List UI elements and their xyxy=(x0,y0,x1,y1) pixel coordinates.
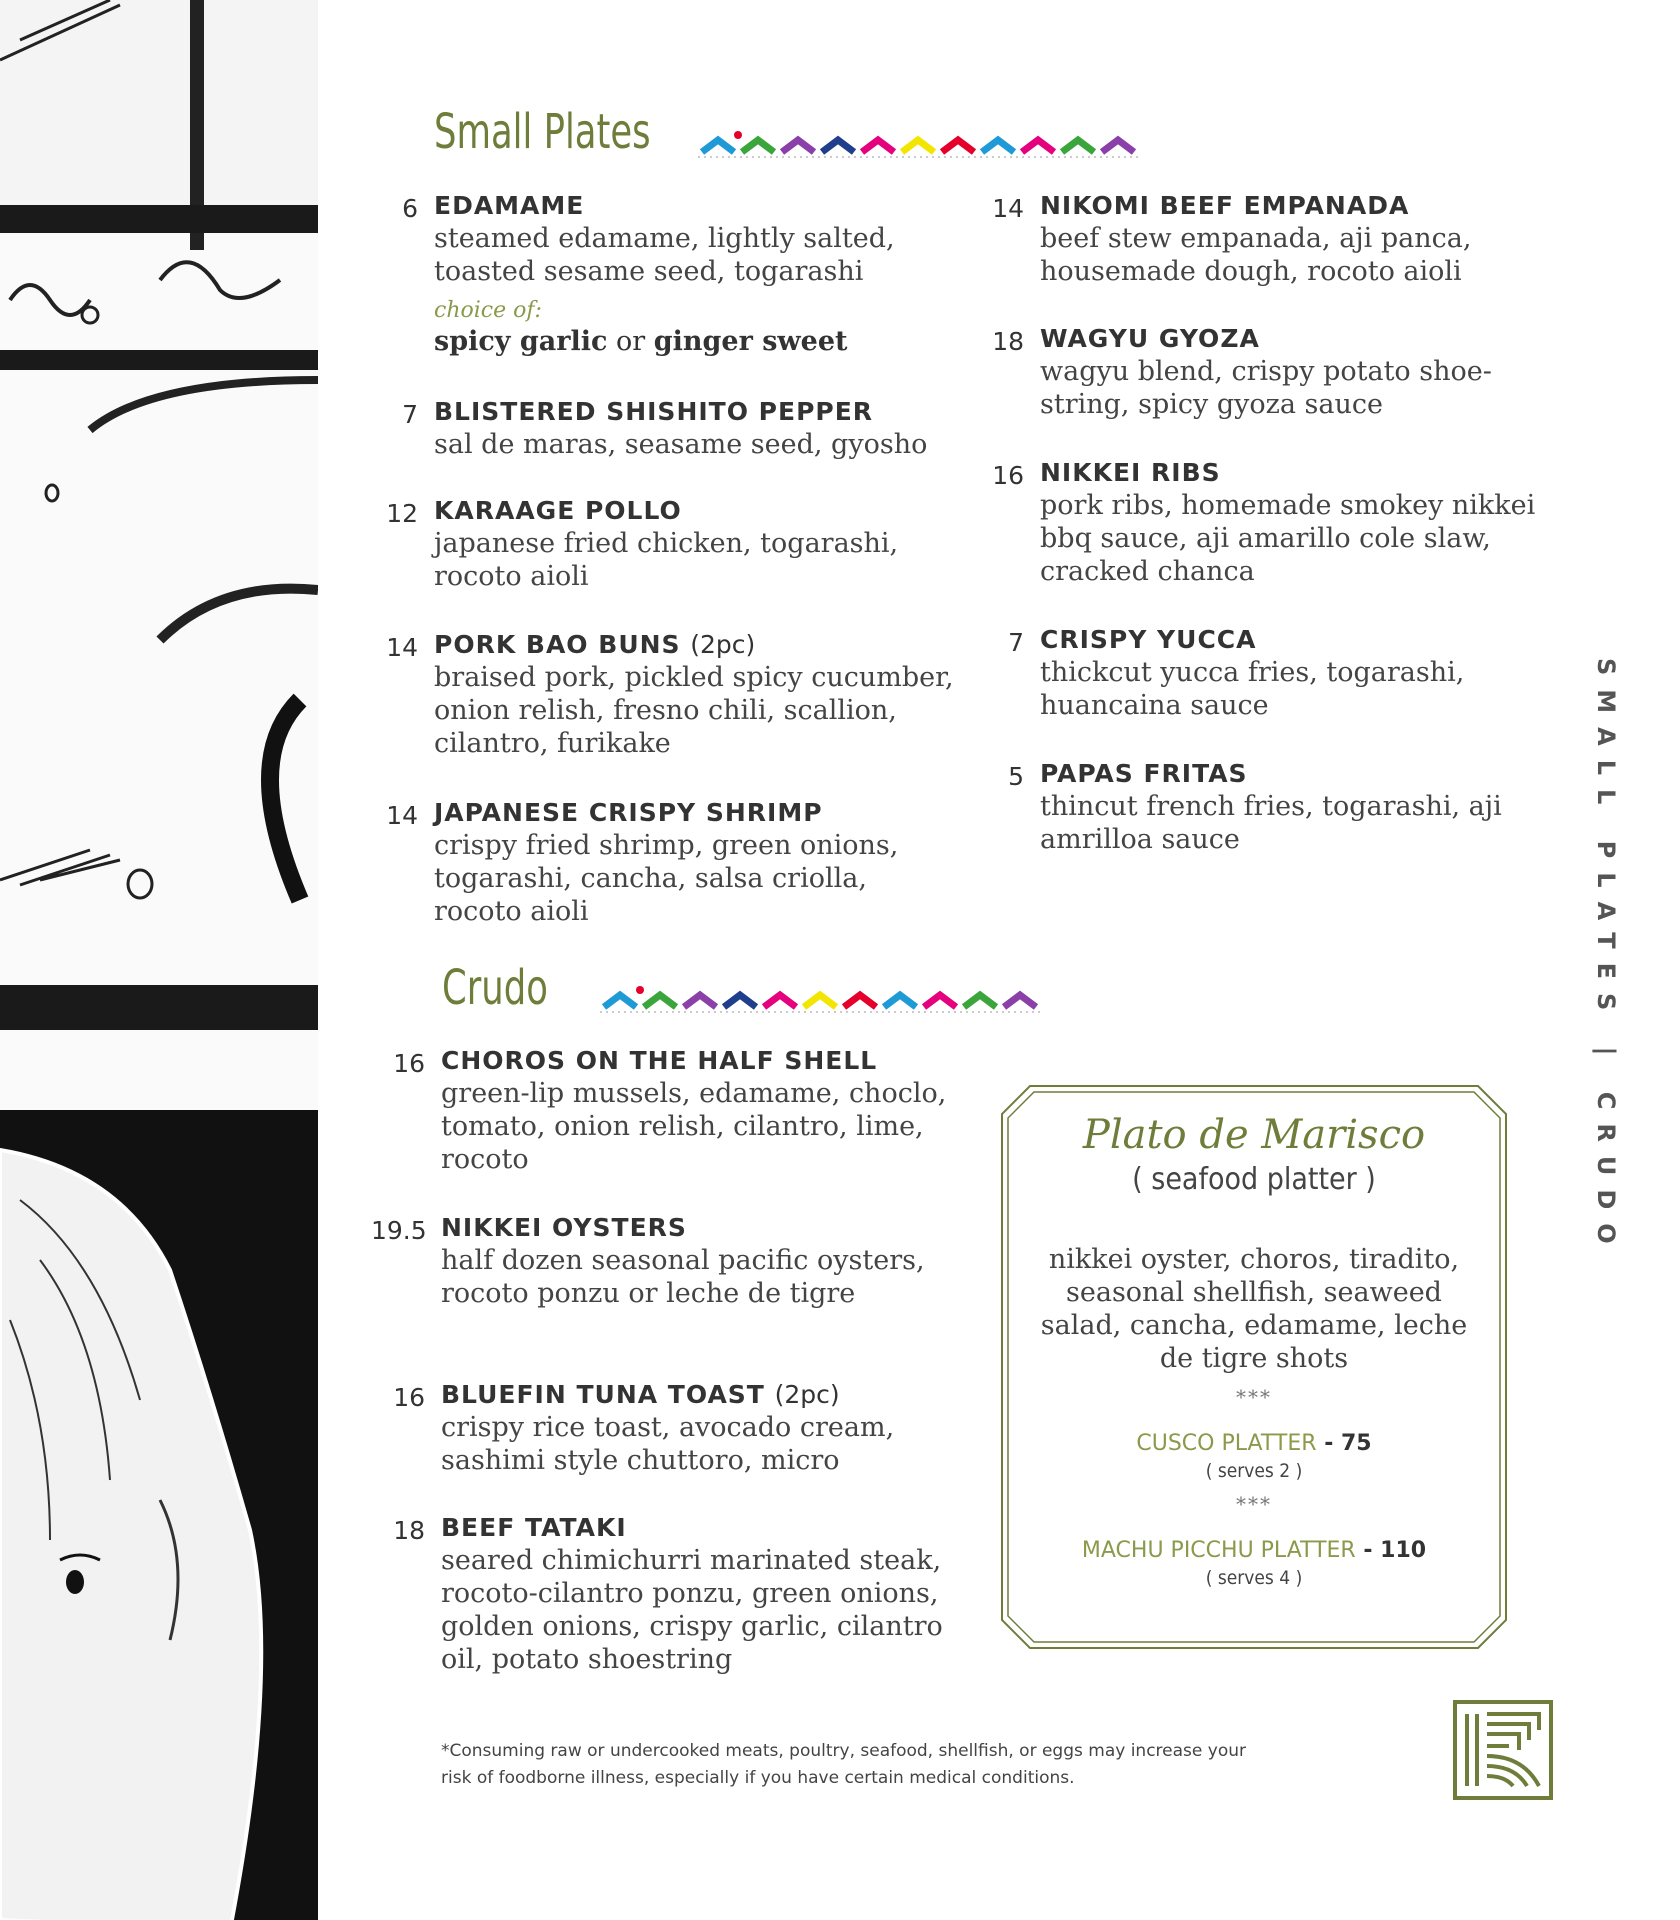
zigzag-segment xyxy=(1102,140,1134,152)
zigzag-segment xyxy=(604,995,636,1007)
item-description: thincut french fries, togarashi, aji amrilloa sauce xyxy=(1040,791,1502,855)
platter-title: Plato de Marisco xyxy=(1082,1112,1426,1158)
zigzag-segment xyxy=(902,140,934,152)
item-description: seared chimichurri marinated steak, rocoto-cilantro ponzu, green onions, golden onions, crispy garlic, cilantro oil, potato shoestring xyxy=(441,1545,943,1675)
platter-description: nikkei oyster, choros, tiradito, seasonal shellfish, seaweed salad, cancha, edamame, leche de tigre shots xyxy=(1040,1244,1468,1374)
choice-option-b: ginger sweet xyxy=(653,326,848,357)
zigzag-segment xyxy=(942,140,974,152)
zigzag-segment xyxy=(684,995,716,1007)
restaurant-logo xyxy=(1453,1700,1553,1800)
item-name: JAPANESE CRISPY SHRIMP xyxy=(434,798,823,827)
platter-content xyxy=(1000,1112,1508,1589)
item-name: BLISTERED SHISHITO PEPPER xyxy=(434,397,874,426)
menu-item-wagyu-gyoza xyxy=(992,323,1560,421)
zigzag-dot xyxy=(636,986,644,994)
platter-subtitle: ( seafood platter ) xyxy=(1132,1162,1376,1197)
item-description: japanese fried chicken, togarashi, rocoto aioli xyxy=(434,528,899,592)
zigzag-segment xyxy=(724,995,756,1007)
item-name: BEEF TATAKI xyxy=(441,1513,627,1542)
item-price: 6 xyxy=(402,194,418,223)
option-serves: ( serves 2 ) xyxy=(1205,1460,1303,1482)
zigzag-segment xyxy=(1062,140,1094,152)
menu-item-shishito xyxy=(402,396,954,461)
item-name xyxy=(441,1379,961,1411)
item-price: 18 xyxy=(992,327,1024,356)
item-description: beef stew empanada, aji panca, housemade dough, rocoto aioli xyxy=(1040,223,1472,287)
menu-item-crispy-yucca xyxy=(1008,624,1560,722)
item-description: sal de maras, seasame seed, gyosho xyxy=(434,429,928,460)
zigzag-segment xyxy=(644,995,676,1007)
zigzag-segment xyxy=(822,140,854,152)
item-price: 14 xyxy=(386,801,418,830)
option-serves: ( serves 4 ) xyxy=(1205,1567,1303,1589)
item-description: half dozen seasonal pacific oysters, rocoto ponzu or leche de tigre xyxy=(441,1245,925,1309)
item-price: 19.5 xyxy=(371,1216,427,1245)
choice-label: choice of: xyxy=(434,298,542,323)
item-description: braised pork, pickled spicy cucumber, onion relish, fresno chili, scallion, cilantro, furikake xyxy=(434,662,954,759)
choice-options xyxy=(434,326,954,358)
zigzag-segment xyxy=(964,995,996,1007)
item-price: 5 xyxy=(1008,762,1024,791)
zigzag-segment xyxy=(862,140,894,152)
option-name: MACHU PICCHU PLATTER xyxy=(1081,1538,1356,1563)
zigzag-segment xyxy=(844,995,876,1007)
menu-item-empanada xyxy=(992,190,1560,288)
zigzag-ornament xyxy=(600,985,1045,1015)
item-name xyxy=(434,629,954,661)
menu-item-bao-buns xyxy=(386,629,954,760)
choice-option-a: spicy garlic xyxy=(434,326,608,357)
zigzag-segment xyxy=(884,995,916,1007)
item-price: 14 xyxy=(992,194,1024,223)
crudo-title: Crudo xyxy=(442,960,548,1016)
item-description: crispy fried shrimp, green onions, togarashi, cancha, salsa criolla, rocoto aioli xyxy=(434,830,899,927)
item-description: wagyu blend, crispy potato shoe-string, spicy gyoza sauce xyxy=(1040,356,1492,420)
option-price: - 75 xyxy=(1316,1431,1372,1456)
zigzag-segment xyxy=(702,140,734,152)
item-price: 7 xyxy=(1008,628,1024,657)
item-description: steamed edamame, lightly salted, toasted sesame seed, togarashi xyxy=(434,223,895,287)
item-name: EDAMAME xyxy=(434,191,585,220)
small-plates-title: Small Plates xyxy=(434,104,651,160)
item-description: crispy rice toast, avocado cream, sashimi style chuttoro, micro xyxy=(441,1412,895,1476)
menu-item-edamame xyxy=(402,190,954,358)
side-section-label: SMALL PLATES | CRUDO xyxy=(1592,658,1620,1258)
zigzag-segment xyxy=(924,995,956,1007)
seafood-platter-box xyxy=(1000,1084,1508,1650)
item-price: 16 xyxy=(393,1049,425,1078)
item-description: pork ribs, homemade smokey nikkei bbq sauce, aji amarillo cole slaw, cracked chanca xyxy=(1040,490,1536,587)
menu-item-papas-fritas xyxy=(1008,758,1560,856)
zigzag-segment xyxy=(1022,140,1054,152)
menu-item-choros xyxy=(393,1045,961,1176)
item-price: 7 xyxy=(402,400,418,429)
item-quantity: (2pc) xyxy=(774,1380,840,1409)
zigzag-segment xyxy=(782,140,814,152)
choice-or: or xyxy=(607,326,654,357)
item-name-text: BLUEFIN TUNA TOAST xyxy=(441,1380,765,1409)
item-name: NIKKEI RIBS xyxy=(1040,458,1221,487)
option-name: CUSCO PLATTER xyxy=(1136,1431,1317,1456)
item-price: 16 xyxy=(393,1383,425,1412)
item-name: PAPAS FRITAS xyxy=(1040,759,1248,788)
item-name: CHOROS ON THE HALF SHELL xyxy=(441,1046,878,1075)
item-name: KARAAGE POLLO xyxy=(434,496,682,525)
item-price: 18 xyxy=(393,1516,425,1545)
item-price: 14 xyxy=(386,633,418,662)
zigzag-segment xyxy=(804,995,836,1007)
zigzag-dot xyxy=(734,131,742,139)
item-name-text: PORK BAO BUNS xyxy=(434,630,681,659)
item-name: NIKOMI BEEF EMPANADA xyxy=(1040,191,1410,220)
food-safety-disclaimer: *Consuming raw or undercooked meats, poultry, seafood, shellfish, or eggs may increase your risk of foodborne illness, especially if you have certain medical conditions. xyxy=(441,1741,1246,1788)
platter-option-machu-picchu xyxy=(1000,1538,1508,1563)
zigzag-segment xyxy=(1004,995,1036,1007)
item-name: CRISPY YUCCA xyxy=(1040,625,1257,654)
zigzag-ornament xyxy=(698,130,1143,160)
item-description: green-lip mussels, edamame, choclo, tomato, onion relish, cilantro, lime, rocoto xyxy=(441,1078,947,1175)
zigzag-segment xyxy=(982,140,1014,152)
menu-item-nikkei-ribs xyxy=(992,457,1560,588)
item-price: 16 xyxy=(992,461,1024,490)
menu-item-karaage xyxy=(386,495,954,593)
item-quantity: (2pc) xyxy=(690,630,756,659)
item-description: thickcut yucca fries, togarashi, huancaina sauce xyxy=(1040,657,1465,721)
separator: *** xyxy=(1236,1492,1272,1516)
item-name: NIKKEI OYSTERS xyxy=(441,1213,687,1242)
zigzag-segment xyxy=(764,995,796,1007)
zigzag-segment xyxy=(742,140,774,152)
platter-option-cusco xyxy=(1000,1431,1508,1456)
menu-item-oysters xyxy=(371,1212,961,1310)
item-price: 12 xyxy=(386,499,418,528)
menu-item-tuna-toast xyxy=(393,1379,961,1477)
option-price: - 110 xyxy=(1355,1538,1427,1563)
menu-item-crispy-shrimp xyxy=(386,797,954,928)
ink-illustration xyxy=(0,0,318,1920)
item-name: WAGYU GYOZA xyxy=(1040,324,1260,353)
menu-item-beef-tataki xyxy=(393,1512,961,1676)
separator: *** xyxy=(1236,1385,1272,1409)
